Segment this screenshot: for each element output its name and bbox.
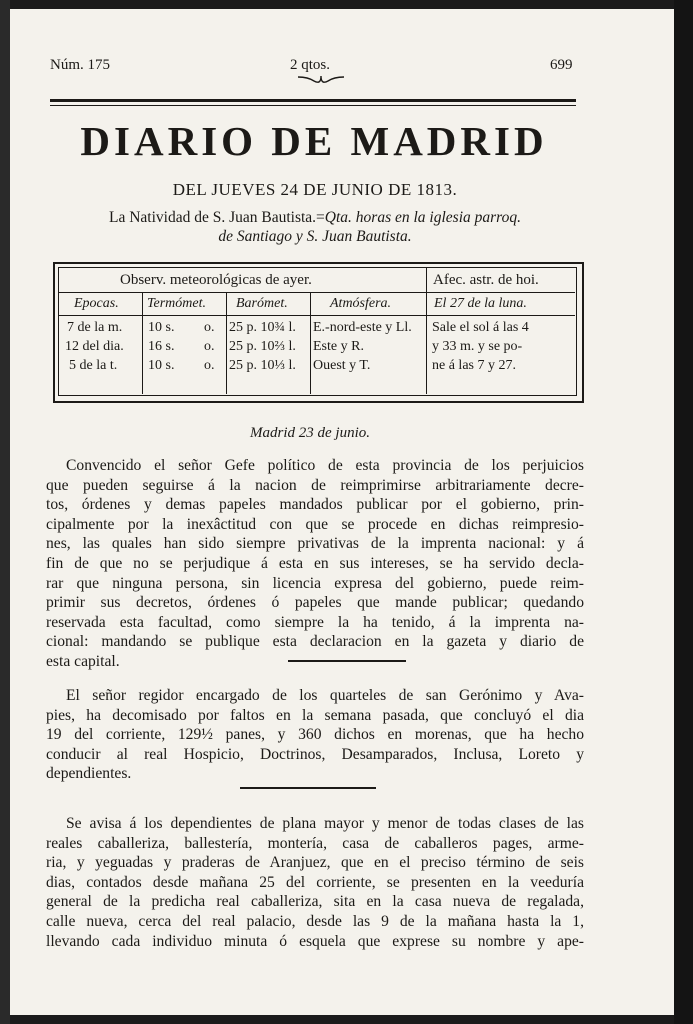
astro-line-1: Sale el sol á las 4: [432, 320, 529, 335]
article2-line: pies, ha decomisado por faltos en la semana pasada, que concluyó el dia: [46, 706, 584, 724]
page-number: 699: [550, 57, 573, 73]
saint-line-2: [50, 228, 580, 246]
article3-line: reales caballeriza, ballestería, montería, casa de caballeros pages, arme-: [46, 834, 584, 852]
flourish-ornament: [296, 73, 346, 87]
saint-line-1: [50, 209, 580, 227]
article3-line: general de la predicha real caballeriza, sita en la casa nueva de regalada,: [46, 893, 584, 911]
table-rule-1: [58, 292, 575, 293]
row-1-term: 10 s.: [148, 320, 175, 335]
article-press-decree: [46, 456, 584, 672]
article1-line: esta capital.: [46, 652, 120, 670]
article3-line: llevando cada individuo minuta ó esquela que exprese su nombre y ape-: [46, 932, 584, 950]
dateline: Madrid 23 de junio.: [250, 425, 370, 441]
article3-line: ria, y yeguadas y praderas de Aranjuez, que en el preciso término de seis: [46, 854, 584, 872]
article2-line: conducir al real Hospicio, Doctrinos, Desamparados, Inclusa, Loreto y: [46, 745, 584, 763]
newspaper-page: [10, 9, 674, 1015]
section-separator-2: [240, 787, 376, 789]
saint-hours: Qta. horas en la iglesia parroq.: [324, 209, 521, 226]
masthead-date: DEL JUEVES 24 DE JUNIO DE 1813.: [172, 180, 458, 199]
article3-line: Se avisa á los dependientes de plana mayor y menor de todas clases de las: [66, 815, 584, 832]
article1-line: rar que ninguna persona, sin licencia expresa del gobierno, puede reim-: [46, 574, 584, 592]
issue-number: Núm. 175: [50, 57, 110, 73]
row-3-term: 10 s.: [148, 358, 175, 373]
article2-line: El señor regidor encargado de los quarteles de san Gerónimo y Ava-: [66, 687, 584, 704]
row-2-baro: 25 p. 10⅔ l.: [229, 339, 296, 354]
article-royal-stables-notice: [46, 814, 584, 951]
table-divider-2: [226, 292, 227, 394]
article1-line: reservada esta facultad, como siempre la ha tenido, á la imprenta na-: [46, 613, 584, 631]
article-bread-seizure: [46, 686, 584, 784]
article3-line: calle nueva, cerca del real palacio, desde las 9 de la mañana hasta la 1,: [46, 912, 584, 930]
header-barometro: Barómet.: [236, 296, 288, 311]
header-atmosfera: Atmósfera.: [330, 296, 392, 311]
article1-line: Convencido el señor Gefe político de esta provincia de los perjuicios: [66, 457, 584, 474]
price: 2 qtos.: [290, 57, 331, 73]
table-divider-3: [310, 292, 311, 394]
header-termometro: Termómet.: [147, 296, 206, 311]
saint-church: de Santiago y S. Juan Bautista.: [218, 228, 412, 245]
article1-line: fin de que no se perjudique á esta en sus intereses, se ha servido decla-: [46, 554, 584, 572]
table-rule-2: [58, 315, 426, 316]
article1-line: cional: mandando se publique esta declaracion en la gazeta y diario de: [46, 633, 584, 651]
article1-line: tos, órdenes y demas papeles mandados publicar por el gobierno, prin-: [46, 496, 584, 514]
header-epocas: Epocas.: [74, 296, 119, 311]
saint-text: La Natividad de S. Juan Bautista.=: [109, 209, 325, 226]
masthead-rule-thick: [50, 99, 576, 102]
row-3-baro: 25 p. 10⅓ l.: [229, 358, 296, 373]
header-luna: El 27 de la luna.: [434, 296, 527, 311]
astro-title: Afec. astr. de hoi.: [433, 272, 539, 288]
row-2-atmos: Este y R.: [313, 339, 364, 354]
section-separator-1: [288, 660, 406, 662]
article2-line: 19 del corriente, 129½ panes, y 360 dichos en morenas, que ha hecho: [46, 726, 584, 744]
row-2-epoca: 12 del dia.: [65, 339, 124, 354]
article1-line: cipalmente por la inexâctitud con que se procede en dichas reimpresio-: [46, 515, 584, 533]
scanner-left-edge: [0, 0, 10, 1024]
row-1-atmos: E.-nord-este y Ll.: [313, 320, 412, 335]
row-1-epoca: 7 de la m.: [67, 320, 123, 335]
table-rule-2b: [426, 315, 575, 316]
row-2-term-mark: o.: [204, 339, 215, 354]
masthead-rule-thin: [50, 105, 576, 106]
row-3-epoca: 5 de la t.: [69, 358, 118, 373]
article1-line: nes, las quales han sido siempre privativas de la imprenta nacional: y á: [46, 535, 584, 553]
row-2-term: 16 s.: [148, 339, 175, 354]
article1-line: que pueden seguirse á la nacion de reimprimirse arbitrariamente decre-: [46, 476, 584, 494]
table-divider-1: [142, 292, 143, 394]
astro-line-3: ne á las 7 y 27.: [432, 358, 516, 373]
article3-line: dias, contados desde mañana 25 del corriente, se presenten en la veeduría: [46, 873, 584, 891]
weather-title: Observ. meteorológicas de ayer.: [120, 272, 312, 288]
astro-line-2: y 33 m. y se po-: [432, 339, 523, 354]
row-3-term-mark: o.: [204, 358, 215, 373]
row-1-term-mark: o.: [204, 320, 215, 335]
row-3-atmos: Ouest y T.: [313, 358, 371, 373]
scanner-right-edge: [674, 0, 693, 1024]
article1-line: primir sus decretos, órdenes ó papeles que mande publicar; quedando: [46, 594, 584, 612]
masthead-title: DIARIO DE MADRID: [80, 118, 548, 164]
article2-line: dependientes.: [46, 765, 132, 783]
row-1-baro: 25 p. 10¾ l.: [229, 320, 296, 335]
table-divider-astro: [426, 267, 427, 394]
